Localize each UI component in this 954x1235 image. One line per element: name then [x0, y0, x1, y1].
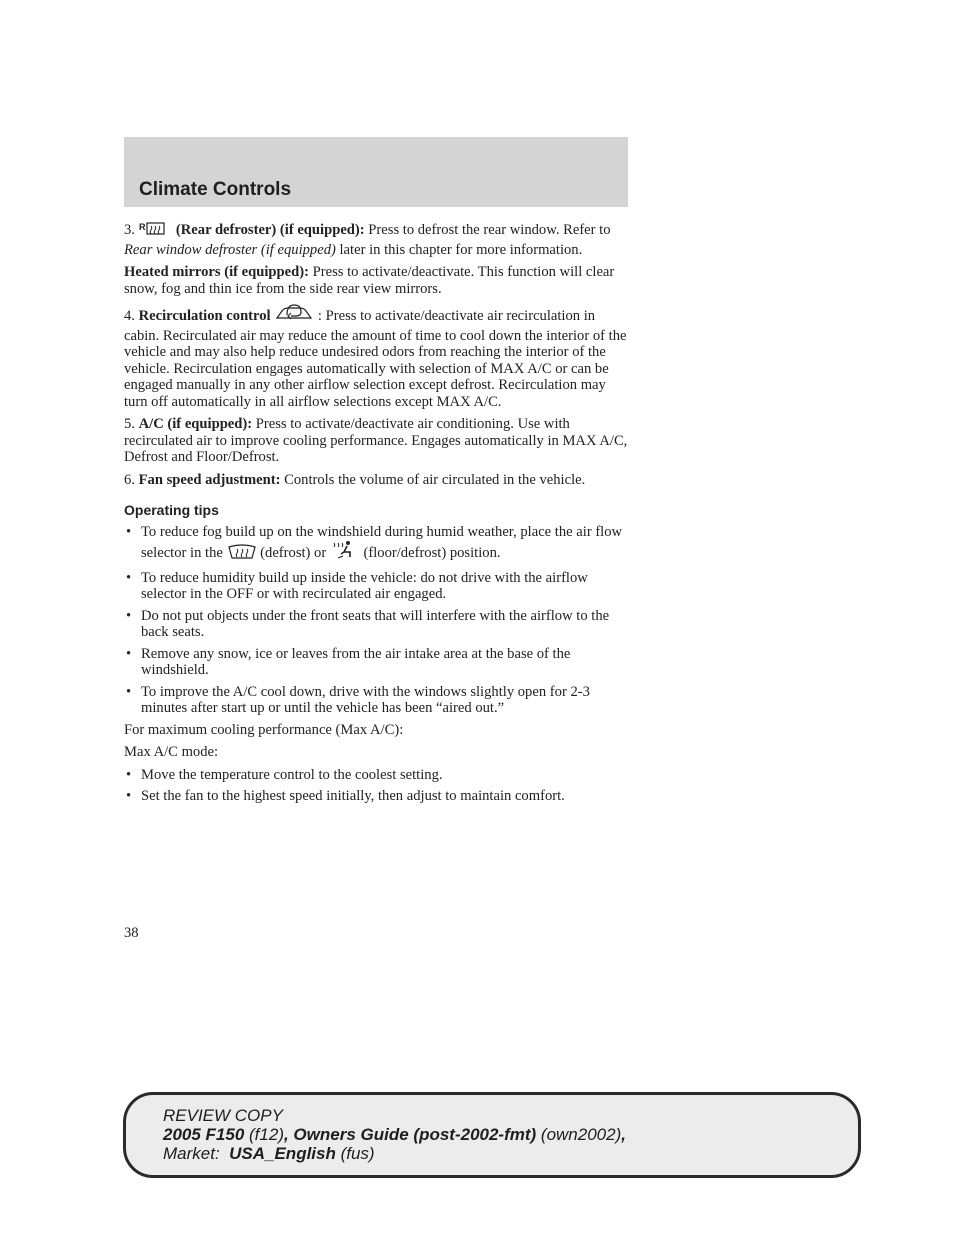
list-item: • Set the fan to the highest speed initially, then adjust to maintain comfort. — [124, 788, 628, 805]
list-item: • Remove any snow, ice or leaves from the air intake area at the base of the windshield. — [124, 646, 628, 679]
operating-tips-list — [124, 524, 628, 717]
svg-text:R: R — [138, 222, 146, 232]
review-copy-box — [123, 1092, 861, 1178]
recirculation-icon — [274, 303, 314, 328]
rear-defroster-paragraph: 3. R (Rear defroster) (if equipped): Press to defrost the rear window. Refer to Rear window defroster (if equipped) later in this chapter for more information. — [124, 222, 611, 258]
recirculation-paragraph: 4. Recirculation control : Press to activate/deactivate air recirculation in cabin. Recirculated air may reduce the amount of time to cool down the interior of the vehicle and may also help reduce undesired odors from reaching the interior of the vehicle. Recirculation engages automatically with selection of MAX A/C or can be engaged manually in any other airflow selection except defrost. Recirculation may turn off automatically in all airflow selections except MAX A/C. — [124, 303, 628, 410]
page-number: 38 — [124, 925, 139, 941]
floor-defrost-icon — [330, 540, 360, 565]
list-item: • To reduce humidity build up inside the vehicle: do not drive with the airflow selector in the OFF or with recirculated air engaged. — [124, 570, 628, 603]
review-copy-label: REVIEW COPY — [163, 1106, 283, 1125]
list-item: • To reduce fog build up on the windshield during humid weather, place the air flow selector in the (defrost) or (floor/defrost) position. — [124, 524, 628, 565]
ac-label: A/C (if equipped): — [138, 416, 253, 432]
max-ac-list — [124, 767, 628, 805]
section-header — [124, 137, 628, 207]
list-item: • Do not put objects under the front seats that will interfere with the airflow to the back seats. — [124, 608, 628, 641]
operating-tips-heading: Operating tips — [124, 502, 219, 518]
list-item: • Move the temperature control to the coolest setting. — [124, 767, 628, 784]
section-title: Climate Controls — [139, 179, 292, 200]
heated-mirrors-paragraph: Heated mirrors (if equipped): Press to activate/deactivate. This function will clear snow, fog and thin ice from the side rear view mirrors. — [124, 264, 615, 297]
ac-paragraph: 5. A/C (if equipped): Press to activate/deactivate air conditioning. Use with recirculated air to improve cooling performance. Engages automatically in MAX A/C, Defrost and Floor/Defrost. — [124, 416, 628, 465]
defrost-icon — [227, 543, 257, 565]
fan-paragraph: 6. Fan speed adjustment: Controls the volume of air circulated in the vehicle. — [124, 471, 586, 488]
fan-label: Fan speed adjustment: — [138, 471, 281, 488]
recirculation-label: Recirculation control — [138, 308, 271, 324]
cross-reference: Rear window defroster (if equipped) — [124, 241, 336, 258]
max-ac-mode: Max A/C mode: — [124, 744, 219, 760]
market-line: Market: USA_English (fus) — [163, 1144, 375, 1163]
document-id-line: 2005 F150 (f12), Owners Guide (post-2002-fmt) (own2002), — [163, 1125, 626, 1144]
review-copy-text — [163, 1106, 626, 1163]
list-item: • To improve the A/C cool down, drive with the windows slightly open for 2-3 minutes after start up or until the vehicle has been “aired out.” — [124, 684, 628, 717]
page-content — [124, 221, 628, 810]
max-ac-intro: For maximum cooling performance (Max A/C): — [124, 721, 404, 738]
heated-mirrors-label: Heated mirrors (if equipped): — [124, 264, 309, 280]
rear-defrost-icon — [139, 221, 169, 242]
rear-defroster-label: (Rear defroster) (if equipped): — [175, 222, 365, 238]
